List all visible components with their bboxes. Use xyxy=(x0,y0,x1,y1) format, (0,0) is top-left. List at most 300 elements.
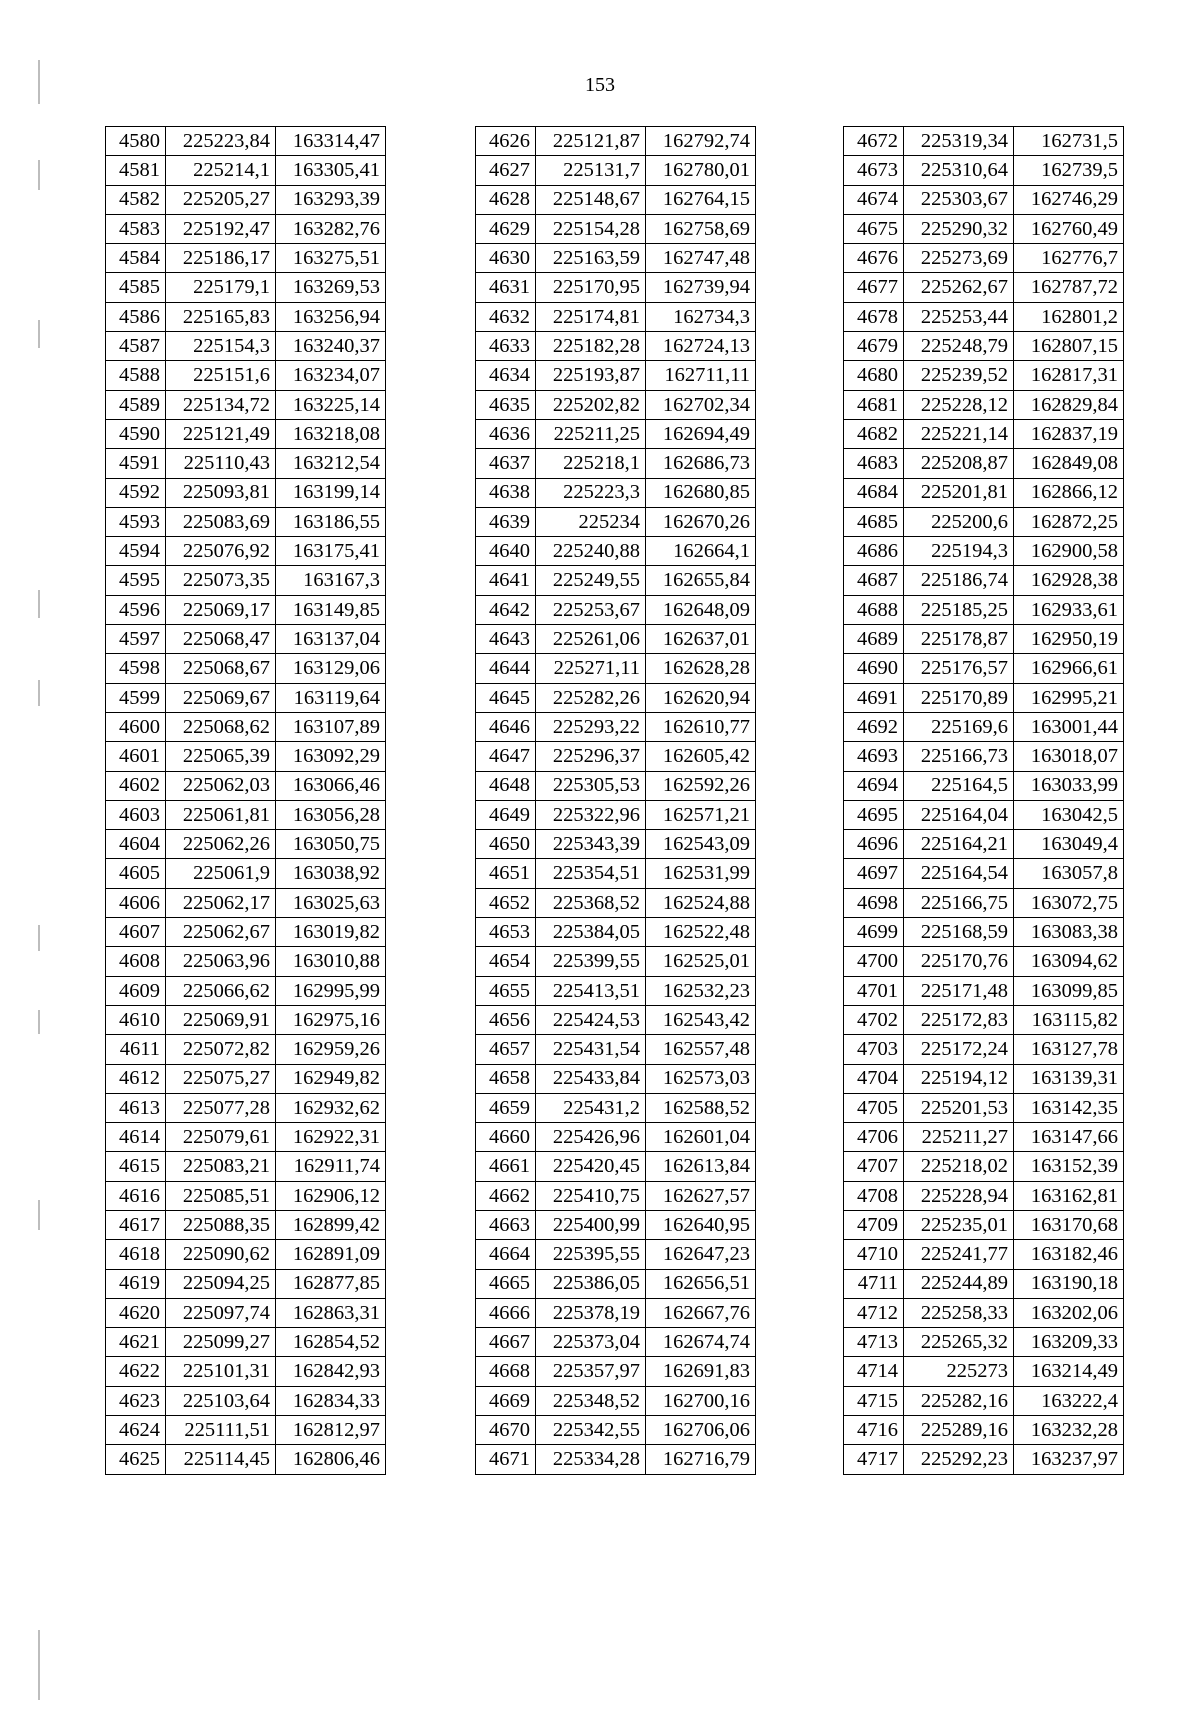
table-row xyxy=(476,683,756,712)
x-coordinate-cell: 225273 xyxy=(904,1357,1014,1386)
table-row xyxy=(844,156,1124,185)
table-row xyxy=(106,625,386,654)
point-number-cell: 4616 xyxy=(106,1181,166,1210)
table-row xyxy=(106,1093,386,1122)
y-coordinate-cell: 162764,15 xyxy=(646,185,756,214)
x-coordinate-cell: 225099,27 xyxy=(166,1328,276,1357)
y-coordinate-cell: 162637,01 xyxy=(646,625,756,654)
point-number-cell: 4686 xyxy=(844,537,904,566)
table-row xyxy=(476,888,756,917)
point-number-cell: 4635 xyxy=(476,390,536,419)
scan-margin-line xyxy=(38,60,40,104)
point-number-cell: 4615 xyxy=(106,1152,166,1181)
table-row xyxy=(106,742,386,771)
y-coordinate-cell: 163256,94 xyxy=(276,302,386,331)
point-number-cell: 4598 xyxy=(106,654,166,683)
point-number-cell: 4648 xyxy=(476,771,536,800)
table-row xyxy=(476,214,756,243)
table-row xyxy=(106,302,386,331)
table-row xyxy=(844,683,1124,712)
table-row xyxy=(476,1328,756,1357)
point-number-cell: 4649 xyxy=(476,800,536,829)
point-number-cell: 4632 xyxy=(476,302,536,331)
x-coordinate-cell: 225431,2 xyxy=(536,1093,646,1122)
point-number-cell: 4592 xyxy=(106,478,166,507)
table-row xyxy=(106,127,386,156)
coordinates-table-2 xyxy=(475,126,756,1475)
point-number-cell: 4714 xyxy=(844,1357,904,1386)
point-number-cell: 4596 xyxy=(106,595,166,624)
y-coordinate-cell: 162592,26 xyxy=(646,771,756,800)
point-number-cell: 4642 xyxy=(476,595,536,624)
point-number-cell: 4684 xyxy=(844,478,904,507)
x-coordinate-cell: 225218,1 xyxy=(536,449,646,478)
table-row xyxy=(844,1123,1124,1152)
y-coordinate-cell: 163237,97 xyxy=(1014,1445,1124,1474)
x-coordinate-cell: 225343,39 xyxy=(536,830,646,859)
y-coordinate-cell: 162792,74 xyxy=(646,127,756,156)
table-row xyxy=(844,859,1124,888)
y-coordinate-cell: 163099,85 xyxy=(1014,976,1124,1005)
y-coordinate-cell: 163025,63 xyxy=(276,888,386,917)
x-coordinate-cell: 225373,04 xyxy=(536,1328,646,1357)
point-number-cell: 4687 xyxy=(844,566,904,595)
x-coordinate-cell: 225170,95 xyxy=(536,273,646,302)
x-coordinate-cell: 225192,47 xyxy=(166,214,276,243)
table-row xyxy=(844,625,1124,654)
table-row xyxy=(106,1210,386,1239)
point-number-cell: 4667 xyxy=(476,1328,536,1357)
point-number-cell: 4637 xyxy=(476,449,536,478)
table-row xyxy=(844,1181,1124,1210)
table-row xyxy=(106,859,386,888)
y-coordinate-cell: 162812,97 xyxy=(276,1416,386,1445)
table-row xyxy=(844,419,1124,448)
point-number-cell: 4631 xyxy=(476,273,536,302)
x-coordinate-cell: 225164,21 xyxy=(904,830,1014,859)
x-coordinate-cell: 225253,67 xyxy=(536,595,646,624)
point-number-cell: 4713 xyxy=(844,1328,904,1357)
point-number-cell: 4584 xyxy=(106,244,166,273)
y-coordinate-cell: 162806,46 xyxy=(276,1445,386,1474)
y-coordinate-cell: 162747,48 xyxy=(646,244,756,273)
table-row xyxy=(844,1152,1124,1181)
y-coordinate-cell: 162664,1 xyxy=(646,537,756,566)
table-row xyxy=(106,449,386,478)
y-coordinate-cell: 162746,29 xyxy=(1014,185,1124,214)
table-row xyxy=(106,1328,386,1357)
table-row xyxy=(844,1328,1124,1357)
point-number-cell: 4661 xyxy=(476,1152,536,1181)
point-number-cell: 4624 xyxy=(106,1416,166,1445)
y-coordinate-cell: 162691,83 xyxy=(646,1357,756,1386)
table-row xyxy=(476,332,756,361)
point-number-cell: 4673 xyxy=(844,156,904,185)
table-row xyxy=(106,1386,386,1415)
y-coordinate-cell: 162760,49 xyxy=(1014,214,1124,243)
table-row xyxy=(106,361,386,390)
point-number-cell: 4606 xyxy=(106,888,166,917)
table-row xyxy=(106,654,386,683)
point-number-cell: 4626 xyxy=(476,127,536,156)
x-coordinate-cell: 225069,17 xyxy=(166,595,276,624)
x-coordinate-cell: 225378,19 xyxy=(536,1298,646,1327)
y-coordinate-cell: 163142,35 xyxy=(1014,1093,1124,1122)
table-row xyxy=(476,595,756,624)
point-number-cell: 4611 xyxy=(106,1035,166,1064)
x-coordinate-cell: 225223,84 xyxy=(166,127,276,156)
table-row xyxy=(476,1210,756,1239)
x-coordinate-cell: 225305,53 xyxy=(536,771,646,800)
point-number-cell: 4655 xyxy=(476,976,536,1005)
y-coordinate-cell: 163115,82 xyxy=(1014,1005,1124,1034)
point-number-cell: 4602 xyxy=(106,771,166,800)
point-number-cell: 4588 xyxy=(106,361,166,390)
table-row xyxy=(476,1093,756,1122)
x-coordinate-cell: 225271,11 xyxy=(536,654,646,683)
point-number-cell: 4619 xyxy=(106,1269,166,1298)
table-row xyxy=(844,449,1124,478)
point-number-cell: 4672 xyxy=(844,127,904,156)
table-row xyxy=(476,1005,756,1034)
x-coordinate-cell: 225282,26 xyxy=(536,683,646,712)
point-number-cell: 4701 xyxy=(844,976,904,1005)
point-number-cell: 4658 xyxy=(476,1064,536,1093)
x-coordinate-cell: 225261,06 xyxy=(536,625,646,654)
x-coordinate-cell: 225111,51 xyxy=(166,1416,276,1445)
x-coordinate-cell: 225079,61 xyxy=(166,1123,276,1152)
point-number-cell: 4664 xyxy=(476,1240,536,1269)
x-coordinate-cell: 225289,16 xyxy=(904,1416,1014,1445)
x-coordinate-cell: 225214,1 xyxy=(166,156,276,185)
y-coordinate-cell: 162966,61 xyxy=(1014,654,1124,683)
point-number-cell: 4654 xyxy=(476,947,536,976)
x-coordinate-cell: 225166,73 xyxy=(904,742,1014,771)
x-coordinate-cell: 225169,6 xyxy=(904,712,1014,741)
x-coordinate-cell: 225134,72 xyxy=(166,390,276,419)
x-coordinate-cell: 225368,52 xyxy=(536,888,646,917)
x-coordinate-cell: 225194,12 xyxy=(904,1064,1014,1093)
table-row xyxy=(106,1269,386,1298)
scan-margin-line xyxy=(38,680,40,706)
y-coordinate-cell: 162702,34 xyxy=(646,390,756,419)
y-coordinate-cell: 163182,46 xyxy=(1014,1240,1124,1269)
y-coordinate-cell: 162995,21 xyxy=(1014,683,1124,712)
y-coordinate-cell: 162656,51 xyxy=(646,1269,756,1298)
table-row xyxy=(106,595,386,624)
x-coordinate-cell: 225319,34 xyxy=(904,127,1014,156)
x-coordinate-cell: 225400,99 xyxy=(536,1210,646,1239)
y-coordinate-cell: 162995,99 xyxy=(276,976,386,1005)
x-coordinate-cell: 225163,59 xyxy=(536,244,646,273)
x-coordinate-cell: 225166,75 xyxy=(904,888,1014,917)
table-row xyxy=(844,742,1124,771)
point-number-cell: 4607 xyxy=(106,918,166,947)
point-number-cell: 4715 xyxy=(844,1386,904,1415)
table-row xyxy=(844,654,1124,683)
point-number-cell: 4698 xyxy=(844,888,904,917)
table-row xyxy=(844,302,1124,331)
x-coordinate-cell: 225094,25 xyxy=(166,1269,276,1298)
table-row xyxy=(106,478,386,507)
table-row xyxy=(106,888,386,917)
x-coordinate-cell: 225303,67 xyxy=(904,185,1014,214)
x-coordinate-cell: 225066,62 xyxy=(166,976,276,1005)
point-number-cell: 4704 xyxy=(844,1064,904,1093)
y-coordinate-cell: 162877,85 xyxy=(276,1269,386,1298)
page-number: 153 xyxy=(585,74,615,96)
table-row xyxy=(476,390,756,419)
table-row xyxy=(106,1240,386,1269)
point-number-cell: 4620 xyxy=(106,1298,166,1327)
table-row xyxy=(476,1386,756,1415)
point-number-cell: 4581 xyxy=(106,156,166,185)
point-number-cell: 4633 xyxy=(476,332,536,361)
y-coordinate-cell: 163186,55 xyxy=(276,507,386,536)
point-number-cell: 4688 xyxy=(844,595,904,624)
table-row xyxy=(476,361,756,390)
coordinates-table-3 xyxy=(843,126,1124,1475)
point-number-cell: 4693 xyxy=(844,742,904,771)
point-number-cell: 4587 xyxy=(106,332,166,361)
table-row xyxy=(106,976,386,1005)
scan-margin-line xyxy=(38,320,40,348)
x-coordinate-cell: 225178,87 xyxy=(904,625,1014,654)
table-row xyxy=(476,1123,756,1152)
point-number-cell: 4629 xyxy=(476,214,536,243)
table-row xyxy=(476,830,756,859)
point-number-cell: 4700 xyxy=(844,947,904,976)
point-number-cell: 4697 xyxy=(844,859,904,888)
table-row xyxy=(476,244,756,273)
y-coordinate-cell: 162724,13 xyxy=(646,332,756,361)
x-coordinate-cell: 225065,39 xyxy=(166,742,276,771)
point-number-cell: 4677 xyxy=(844,273,904,302)
x-coordinate-cell: 225310,64 xyxy=(904,156,1014,185)
x-coordinate-cell: 225110,43 xyxy=(166,449,276,478)
y-coordinate-cell: 162817,31 xyxy=(1014,361,1124,390)
y-coordinate-cell: 162863,31 xyxy=(276,1298,386,1327)
y-coordinate-cell: 163162,81 xyxy=(1014,1181,1124,1210)
y-coordinate-cell: 162787,72 xyxy=(1014,273,1124,302)
point-number-cell: 4680 xyxy=(844,361,904,390)
y-coordinate-cell: 162543,42 xyxy=(646,1005,756,1034)
point-number-cell: 4712 xyxy=(844,1298,904,1327)
point-number-cell: 4647 xyxy=(476,742,536,771)
table-row xyxy=(476,302,756,331)
table-row xyxy=(844,595,1124,624)
point-number-cell: 4614 xyxy=(106,1123,166,1152)
point-number-cell: 4612 xyxy=(106,1064,166,1093)
point-number-cell: 4668 xyxy=(476,1357,536,1386)
table-row xyxy=(106,1357,386,1386)
table-row xyxy=(476,947,756,976)
x-coordinate-cell: 225151,6 xyxy=(166,361,276,390)
table-row xyxy=(106,1123,386,1152)
point-number-cell: 4585 xyxy=(106,273,166,302)
y-coordinate-cell: 162557,48 xyxy=(646,1035,756,1064)
point-number-cell: 4682 xyxy=(844,419,904,448)
x-coordinate-cell: 225062,03 xyxy=(166,771,276,800)
table-row xyxy=(476,156,756,185)
point-number-cell: 4652 xyxy=(476,888,536,917)
y-coordinate-cell: 163066,46 xyxy=(276,771,386,800)
y-coordinate-cell: 162842,93 xyxy=(276,1357,386,1386)
x-coordinate-cell: 225211,27 xyxy=(904,1123,1014,1152)
table-row xyxy=(844,214,1124,243)
x-coordinate-cell: 225085,51 xyxy=(166,1181,276,1210)
y-coordinate-cell: 162571,21 xyxy=(646,800,756,829)
y-coordinate-cell: 163218,08 xyxy=(276,419,386,448)
y-coordinate-cell: 162686,73 xyxy=(646,449,756,478)
point-number-cell: 4685 xyxy=(844,507,904,536)
x-coordinate-cell: 225292,23 xyxy=(904,1445,1014,1474)
point-number-cell: 4608 xyxy=(106,947,166,976)
table-row xyxy=(476,478,756,507)
table-row xyxy=(844,771,1124,800)
y-coordinate-cell: 162543,09 xyxy=(646,830,756,859)
table-row xyxy=(106,214,386,243)
x-coordinate-cell: 225073,35 xyxy=(166,566,276,595)
table-row xyxy=(476,273,756,302)
y-coordinate-cell: 163033,99 xyxy=(1014,771,1124,800)
x-coordinate-cell: 225076,92 xyxy=(166,537,276,566)
point-number-cell: 4580 xyxy=(106,127,166,156)
y-coordinate-cell: 162734,3 xyxy=(646,302,756,331)
y-coordinate-cell: 163038,92 xyxy=(276,859,386,888)
table-row xyxy=(106,1005,386,1034)
y-coordinate-cell: 163056,28 xyxy=(276,800,386,829)
x-coordinate-cell: 225205,27 xyxy=(166,185,276,214)
y-coordinate-cell: 163149,85 xyxy=(276,595,386,624)
y-coordinate-cell: 162776,7 xyxy=(1014,244,1124,273)
point-number-cell: 4651 xyxy=(476,859,536,888)
table-row xyxy=(476,185,756,214)
x-coordinate-cell: 225282,16 xyxy=(904,1386,1014,1415)
scan-margin-line xyxy=(38,925,40,951)
table-row xyxy=(844,185,1124,214)
point-number-cell: 4609 xyxy=(106,976,166,1005)
x-coordinate-cell: 225234 xyxy=(536,507,646,536)
y-coordinate-cell: 163049,4 xyxy=(1014,830,1124,859)
table-row xyxy=(106,1416,386,1445)
point-number-cell: 4657 xyxy=(476,1035,536,1064)
x-coordinate-cell: 225249,55 xyxy=(536,566,646,595)
point-number-cell: 4699 xyxy=(844,918,904,947)
x-coordinate-cell: 225164,54 xyxy=(904,859,1014,888)
y-coordinate-cell: 162950,19 xyxy=(1014,625,1124,654)
x-coordinate-cell: 225357,97 xyxy=(536,1357,646,1386)
point-number-cell: 4597 xyxy=(106,625,166,654)
point-number-cell: 4586 xyxy=(106,302,166,331)
y-coordinate-cell: 162601,04 xyxy=(646,1123,756,1152)
table-row xyxy=(476,537,756,566)
y-coordinate-cell: 162891,09 xyxy=(276,1240,386,1269)
table-row xyxy=(106,537,386,566)
coordinates-table-1 xyxy=(105,126,386,1475)
y-coordinate-cell: 163167,3 xyxy=(276,566,386,595)
x-coordinate-cell: 225342,55 xyxy=(536,1416,646,1445)
point-number-cell: 4641 xyxy=(476,566,536,595)
table-row xyxy=(106,1445,386,1474)
table-row xyxy=(476,1240,756,1269)
table-row xyxy=(844,830,1124,859)
x-coordinate-cell: 225221,14 xyxy=(904,419,1014,448)
y-coordinate-cell: 162706,06 xyxy=(646,1416,756,1445)
table-row xyxy=(844,390,1124,419)
table-row xyxy=(476,1445,756,1474)
table-row xyxy=(476,712,756,741)
x-coordinate-cell: 225334,28 xyxy=(536,1445,646,1474)
table-row xyxy=(106,419,386,448)
x-coordinate-cell: 225164,5 xyxy=(904,771,1014,800)
x-coordinate-cell: 225121,49 xyxy=(166,419,276,448)
y-coordinate-cell: 163214,49 xyxy=(1014,1357,1124,1386)
point-number-cell: 4589 xyxy=(106,390,166,419)
point-number-cell: 4644 xyxy=(476,654,536,683)
table-row xyxy=(106,273,386,302)
x-coordinate-cell: 225244,89 xyxy=(904,1269,1014,1298)
x-coordinate-cell: 225072,82 xyxy=(166,1035,276,1064)
y-coordinate-cell: 163019,82 xyxy=(276,918,386,947)
x-coordinate-cell: 225063,96 xyxy=(166,947,276,976)
table-row xyxy=(844,478,1124,507)
point-number-cell: 4643 xyxy=(476,625,536,654)
point-number-cell: 4600 xyxy=(106,712,166,741)
x-coordinate-cell: 225182,28 xyxy=(536,332,646,361)
y-coordinate-cell: 163072,75 xyxy=(1014,888,1124,917)
table-row xyxy=(844,1416,1124,1445)
point-number-cell: 4708 xyxy=(844,1181,904,1210)
x-coordinate-cell: 225395,55 xyxy=(536,1240,646,1269)
y-coordinate-cell: 162849,08 xyxy=(1014,449,1124,478)
table-row xyxy=(106,1181,386,1210)
y-coordinate-cell: 162900,58 xyxy=(1014,537,1124,566)
table-row xyxy=(844,976,1124,1005)
table-row xyxy=(106,712,386,741)
x-coordinate-cell: 225068,62 xyxy=(166,712,276,741)
y-coordinate-cell: 163175,41 xyxy=(276,537,386,566)
y-coordinate-cell: 163107,89 xyxy=(276,712,386,741)
point-number-cell: 4634 xyxy=(476,361,536,390)
y-coordinate-cell: 163018,07 xyxy=(1014,742,1124,771)
table-row xyxy=(844,127,1124,156)
point-number-cell: 4681 xyxy=(844,390,904,419)
x-coordinate-cell: 225202,82 xyxy=(536,390,646,419)
x-coordinate-cell: 225235,01 xyxy=(904,1210,1014,1239)
x-coordinate-cell: 225077,28 xyxy=(166,1093,276,1122)
y-coordinate-cell: 162655,84 xyxy=(646,566,756,595)
x-coordinate-cell: 225179,1 xyxy=(166,273,276,302)
y-coordinate-cell: 163057,8 xyxy=(1014,859,1124,888)
y-coordinate-cell: 162627,57 xyxy=(646,1181,756,1210)
table-row xyxy=(106,390,386,419)
point-number-cell: 4707 xyxy=(844,1152,904,1181)
x-coordinate-cell: 225228,94 xyxy=(904,1181,1014,1210)
x-coordinate-cell: 225068,67 xyxy=(166,654,276,683)
x-coordinate-cell: 225061,9 xyxy=(166,859,276,888)
y-coordinate-cell: 162716,79 xyxy=(646,1445,756,1474)
y-coordinate-cell: 162866,12 xyxy=(1014,478,1124,507)
y-coordinate-cell: 162670,26 xyxy=(646,507,756,536)
x-coordinate-cell: 225062,26 xyxy=(166,830,276,859)
y-coordinate-cell: 163147,66 xyxy=(1014,1123,1124,1152)
y-coordinate-cell: 162933,61 xyxy=(1014,595,1124,624)
x-coordinate-cell: 225208,87 xyxy=(904,449,1014,478)
point-number-cell: 4669 xyxy=(476,1386,536,1415)
point-number-cell: 4692 xyxy=(844,712,904,741)
y-coordinate-cell: 162959,26 xyxy=(276,1035,386,1064)
